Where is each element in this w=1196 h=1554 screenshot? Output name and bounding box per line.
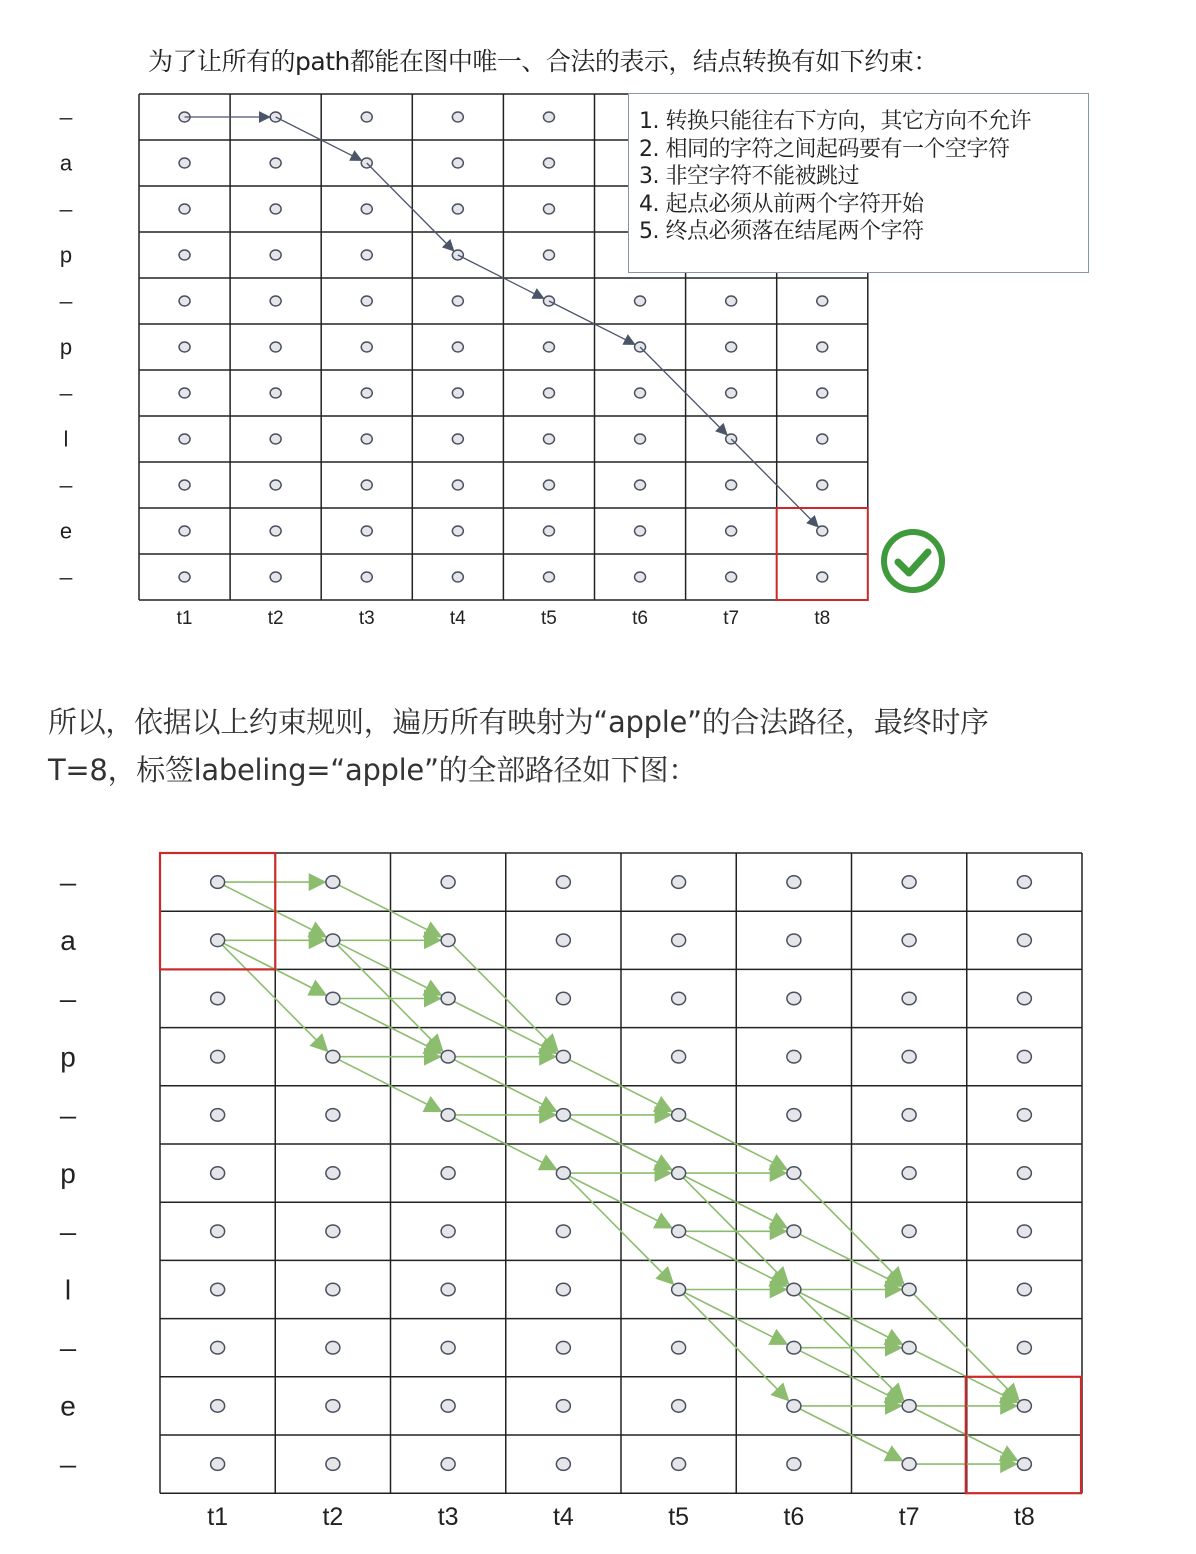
time-label: t6 bbox=[632, 608, 648, 629]
path-arrow bbox=[276, 117, 362, 160]
paragraph-line-2: T=8，标签labeling=“apple”的全部路径如下图： bbox=[48, 753, 697, 787]
node-circle bbox=[543, 112, 554, 122]
node-circle bbox=[1017, 1109, 1031, 1122]
path-arrow bbox=[563, 1057, 671, 1112]
row-label: l bbox=[63, 426, 69, 452]
node-circle bbox=[1017, 1283, 1031, 1296]
node-circle bbox=[726, 388, 737, 398]
node-circle bbox=[787, 1283, 801, 1296]
node-circle bbox=[452, 342, 463, 352]
node-circle bbox=[902, 1283, 916, 1296]
node-circle bbox=[326, 1167, 340, 1180]
time-label: t5 bbox=[541, 608, 557, 629]
node-circle bbox=[556, 992, 570, 1005]
node-circle bbox=[787, 1341, 801, 1354]
node-circle bbox=[543, 388, 554, 398]
node-circle bbox=[635, 572, 646, 582]
node-circle bbox=[270, 296, 281, 306]
path-arrow bbox=[794, 1290, 902, 1345]
node-circle bbox=[441, 1341, 455, 1354]
node-circle bbox=[787, 1458, 801, 1471]
path-arrow bbox=[218, 940, 326, 995]
node-circle bbox=[787, 1109, 801, 1122]
node-circle bbox=[817, 296, 828, 306]
node-circle bbox=[817, 434, 828, 444]
node-circle bbox=[672, 1341, 686, 1354]
time-label: t7 bbox=[898, 1503, 920, 1531]
node-circle bbox=[452, 572, 463, 582]
node-circle bbox=[1017, 992, 1031, 1005]
path-arrow bbox=[563, 1115, 671, 1170]
node-circle bbox=[543, 526, 554, 536]
path-arrow bbox=[909, 1290, 1019, 1401]
node-circle bbox=[179, 342, 190, 352]
path-arrow bbox=[448, 999, 556, 1054]
node-circle bbox=[270, 572, 281, 582]
path-arrow bbox=[333, 882, 441, 937]
path-arrow bbox=[794, 1406, 902, 1461]
node-circle bbox=[817, 342, 828, 352]
path-arrow bbox=[640, 347, 727, 435]
node-circle bbox=[672, 934, 686, 947]
node-circle bbox=[441, 1458, 455, 1471]
paragraph-line-1: 所以，依据以上约束规则，遍历所有映射为“apple”的合法路径，最终时序 bbox=[48, 705, 989, 739]
path-arrow bbox=[679, 1173, 789, 1284]
node-circle bbox=[270, 434, 281, 444]
path-arrow bbox=[679, 1290, 787, 1345]
node-circle bbox=[817, 572, 828, 582]
path-arrow bbox=[549, 301, 635, 344]
node-circle bbox=[326, 992, 340, 1005]
node-circle bbox=[441, 876, 455, 889]
time-label: t1 bbox=[176, 608, 193, 629]
path-arrow bbox=[909, 1348, 1017, 1403]
path-arrow bbox=[448, 1115, 556, 1170]
row-label: p bbox=[60, 1157, 76, 1189]
node-circle bbox=[556, 1458, 570, 1471]
rule-item: 3. 非空字符不能被跳过 bbox=[639, 164, 859, 189]
row-label: _ bbox=[59, 279, 73, 304]
node-circle bbox=[211, 1225, 225, 1238]
node-circle bbox=[556, 1225, 570, 1238]
row-label: _ bbox=[59, 95, 73, 120]
path-arrow bbox=[333, 999, 441, 1054]
node-circle bbox=[672, 876, 686, 889]
node-circle bbox=[361, 480, 372, 490]
node-circle bbox=[211, 1167, 225, 1180]
path-arrow bbox=[679, 1173, 787, 1228]
node-circle bbox=[441, 1400, 455, 1413]
node-circle bbox=[441, 1167, 455, 1180]
node-circle bbox=[441, 1050, 455, 1063]
rule-item: 2. 相同的字符之间起码要有一个空字符 bbox=[639, 136, 1010, 162]
row-label: _ bbox=[60, 1204, 76, 1236]
row-label: _ bbox=[60, 971, 76, 1003]
node-circle bbox=[902, 1050, 916, 1063]
node-circle bbox=[1017, 1050, 1031, 1063]
node-circle bbox=[452, 112, 463, 122]
node-circle bbox=[726, 526, 737, 536]
node-circle bbox=[270, 250, 281, 260]
node-circle bbox=[441, 1283, 455, 1296]
node-circle bbox=[452, 158, 463, 168]
node-circle bbox=[270, 204, 281, 214]
node-circle bbox=[635, 480, 646, 490]
path-arrow bbox=[333, 940, 441, 995]
node-circle bbox=[270, 388, 281, 398]
path-arrow bbox=[448, 1057, 556, 1112]
node-circle bbox=[326, 1341, 340, 1354]
node-circle bbox=[543, 204, 554, 214]
rule-item: 1. 转换只能往右下方向，其它方向不允许 bbox=[639, 109, 1031, 134]
node-circle bbox=[326, 1458, 340, 1471]
path-arrow bbox=[367, 163, 454, 251]
node-circle bbox=[211, 1400, 225, 1413]
node-circle bbox=[1017, 876, 1031, 889]
node-circle bbox=[211, 1283, 225, 1296]
node-circle bbox=[817, 480, 828, 490]
node-circle bbox=[361, 112, 372, 122]
node-circle bbox=[361, 296, 372, 306]
node-circle bbox=[452, 434, 463, 444]
node-circle bbox=[441, 934, 455, 947]
row-label: _ bbox=[60, 1437, 76, 1469]
time-label: t1 bbox=[207, 1503, 229, 1531]
node-circle bbox=[179, 250, 190, 260]
path-arrow bbox=[679, 1290, 789, 1401]
node-circle bbox=[326, 1400, 340, 1413]
path-arrow bbox=[794, 1231, 902, 1286]
node-circle bbox=[543, 480, 554, 490]
node-circle bbox=[556, 876, 570, 889]
node-circle bbox=[672, 1109, 686, 1122]
node-circle bbox=[326, 1225, 340, 1238]
time-label: t2 bbox=[322, 1503, 344, 1531]
node-circle bbox=[556, 1167, 570, 1180]
node-circle bbox=[672, 1400, 686, 1413]
node-circle bbox=[179, 526, 190, 536]
row-label: _ bbox=[59, 555, 73, 580]
row-label: p bbox=[59, 242, 73, 268]
node-circle bbox=[211, 1341, 225, 1354]
node-circle bbox=[556, 1400, 570, 1413]
node-circle bbox=[787, 1167, 801, 1180]
node-circle bbox=[672, 1458, 686, 1471]
node-circle bbox=[672, 992, 686, 1005]
node-circle bbox=[211, 934, 225, 947]
node-circle bbox=[1017, 1167, 1031, 1180]
node-circle bbox=[726, 572, 737, 582]
node-circle bbox=[787, 1050, 801, 1063]
path-arrow bbox=[794, 1348, 902, 1403]
check-circle-icon bbox=[880, 528, 946, 594]
node-circle bbox=[211, 876, 225, 889]
node-circle bbox=[902, 1341, 916, 1354]
node-circle bbox=[361, 204, 372, 214]
node-circle bbox=[902, 1167, 916, 1180]
node-circle bbox=[556, 1283, 570, 1296]
bottom-grid bbox=[59, 853, 1082, 1531]
row-label: _ bbox=[59, 187, 73, 212]
node-circle bbox=[452, 296, 463, 306]
node-circle bbox=[211, 1050, 225, 1063]
node-circle bbox=[326, 934, 340, 947]
node-circle bbox=[179, 434, 190, 444]
node-circle bbox=[543, 434, 554, 444]
node-circle bbox=[556, 1050, 570, 1063]
node-circle bbox=[270, 158, 281, 168]
row-label: _ bbox=[60, 855, 76, 887]
node-circle bbox=[787, 934, 801, 947]
row-label: _ bbox=[59, 463, 73, 488]
row-label: _ bbox=[60, 1320, 76, 1352]
time-label: t4 bbox=[552, 1503, 574, 1531]
path-arrow bbox=[679, 1231, 787, 1286]
path-arrow bbox=[909, 1406, 1017, 1461]
section-heading: 为了让所有的path都能在图中唯一、合法的表示，结点转换有如下约束： bbox=[148, 47, 938, 76]
node-circle bbox=[361, 526, 372, 536]
row-label: a bbox=[60, 925, 76, 957]
node-circle bbox=[902, 1458, 916, 1471]
node-circle bbox=[452, 526, 463, 536]
node-circle bbox=[270, 526, 281, 536]
node-circle bbox=[543, 158, 554, 168]
node-circle bbox=[211, 1458, 225, 1471]
node-circle bbox=[902, 1225, 916, 1238]
row-label: _ bbox=[59, 371, 73, 396]
node-circle bbox=[452, 204, 463, 214]
node-circle bbox=[211, 1109, 225, 1122]
path-arrow bbox=[218, 882, 326, 937]
node-circle bbox=[361, 250, 372, 260]
node-circle bbox=[787, 876, 801, 889]
node-circle bbox=[179, 158, 190, 168]
node-circle bbox=[326, 1050, 340, 1063]
node-circle bbox=[726, 296, 737, 306]
node-circle bbox=[1017, 1400, 1031, 1413]
node-circle bbox=[726, 342, 737, 352]
node-circle bbox=[270, 342, 281, 352]
row-label: e bbox=[60, 1390, 76, 1422]
node-circle bbox=[902, 1109, 916, 1122]
path-arrow bbox=[563, 1173, 673, 1284]
node-circle bbox=[179, 388, 190, 398]
node-circle bbox=[1017, 1458, 1031, 1471]
time-label: t8 bbox=[814, 608, 831, 629]
node-circle bbox=[441, 1109, 455, 1122]
node-circle bbox=[326, 876, 340, 889]
node-circle bbox=[787, 1400, 801, 1413]
node-circle bbox=[270, 480, 281, 490]
path-arrow bbox=[448, 940, 558, 1051]
node-circle bbox=[635, 388, 646, 398]
node-circle bbox=[1017, 1341, 1031, 1354]
path-arrow bbox=[679, 1115, 787, 1170]
path-arrow bbox=[563, 1173, 671, 1228]
node-circle bbox=[672, 1167, 686, 1180]
node-circle bbox=[361, 572, 372, 582]
rule-item: 4. 起点必须从前两个字符开始 bbox=[639, 191, 924, 217]
node-circle bbox=[179, 572, 190, 582]
row-label: p bbox=[60, 1041, 76, 1073]
rule-item: 5. 终点必须落在结尾两个字符 bbox=[639, 219, 924, 244]
node-circle bbox=[902, 934, 916, 947]
path-arrow bbox=[458, 255, 544, 298]
node-circle bbox=[902, 876, 916, 889]
node-circle bbox=[452, 480, 463, 490]
node-circle bbox=[1017, 934, 1031, 947]
row-label: p bbox=[59, 334, 73, 360]
node-circle bbox=[452, 388, 463, 398]
node-circle bbox=[179, 296, 190, 306]
node-circle bbox=[787, 1225, 801, 1238]
node-circle bbox=[635, 526, 646, 536]
time-label: t3 bbox=[358, 608, 375, 629]
node-circle bbox=[361, 434, 372, 444]
node-circle bbox=[556, 934, 570, 947]
time-label: t7 bbox=[723, 608, 740, 629]
node-circle bbox=[672, 1283, 686, 1296]
node-circle bbox=[556, 1341, 570, 1354]
time-label: t4 bbox=[449, 608, 466, 629]
node-circle bbox=[1017, 1225, 1031, 1238]
time-label: t3 bbox=[437, 1503, 459, 1531]
node-circle bbox=[902, 992, 916, 1005]
node-circle bbox=[441, 1225, 455, 1238]
node-circle bbox=[726, 480, 737, 490]
path-arrow bbox=[333, 1057, 441, 1112]
node-circle bbox=[326, 1109, 340, 1122]
node-circle bbox=[361, 388, 372, 398]
time-label: t2 bbox=[267, 608, 284, 629]
path-arrow bbox=[731, 439, 818, 527]
path-arrow bbox=[794, 1173, 904, 1284]
node-circle bbox=[902, 1400, 916, 1413]
row-label: e bbox=[59, 518, 73, 544]
node-circle bbox=[179, 204, 190, 214]
node-circle bbox=[672, 1225, 686, 1238]
node-circle bbox=[635, 296, 646, 306]
row-label: a bbox=[59, 150, 73, 176]
path-arrow bbox=[218, 940, 328, 1051]
node-circle bbox=[211, 992, 225, 1005]
node-circle bbox=[817, 526, 828, 536]
node-circle bbox=[543, 572, 554, 582]
path-arrow bbox=[333, 940, 443, 1051]
node-circle bbox=[635, 434, 646, 444]
time-label: t8 bbox=[1013, 1503, 1035, 1531]
time-label: t6 bbox=[783, 1503, 805, 1531]
time-label: t5 bbox=[668, 1503, 690, 1531]
node-circle bbox=[556, 1109, 570, 1122]
row-label: _ bbox=[60, 1087, 76, 1119]
constraint-rules-box bbox=[628, 93, 1089, 273]
node-circle bbox=[787, 992, 801, 1005]
node-circle bbox=[543, 342, 554, 352]
node-circle bbox=[672, 1050, 686, 1063]
path-arrow bbox=[794, 1290, 904, 1401]
node-circle bbox=[326, 1283, 340, 1296]
node-circle bbox=[441, 992, 455, 1005]
node-circle bbox=[179, 480, 190, 490]
node-circle bbox=[817, 388, 828, 398]
row-label: l bbox=[64, 1274, 72, 1306]
node-circle bbox=[361, 342, 372, 352]
node-circle bbox=[543, 250, 554, 260]
